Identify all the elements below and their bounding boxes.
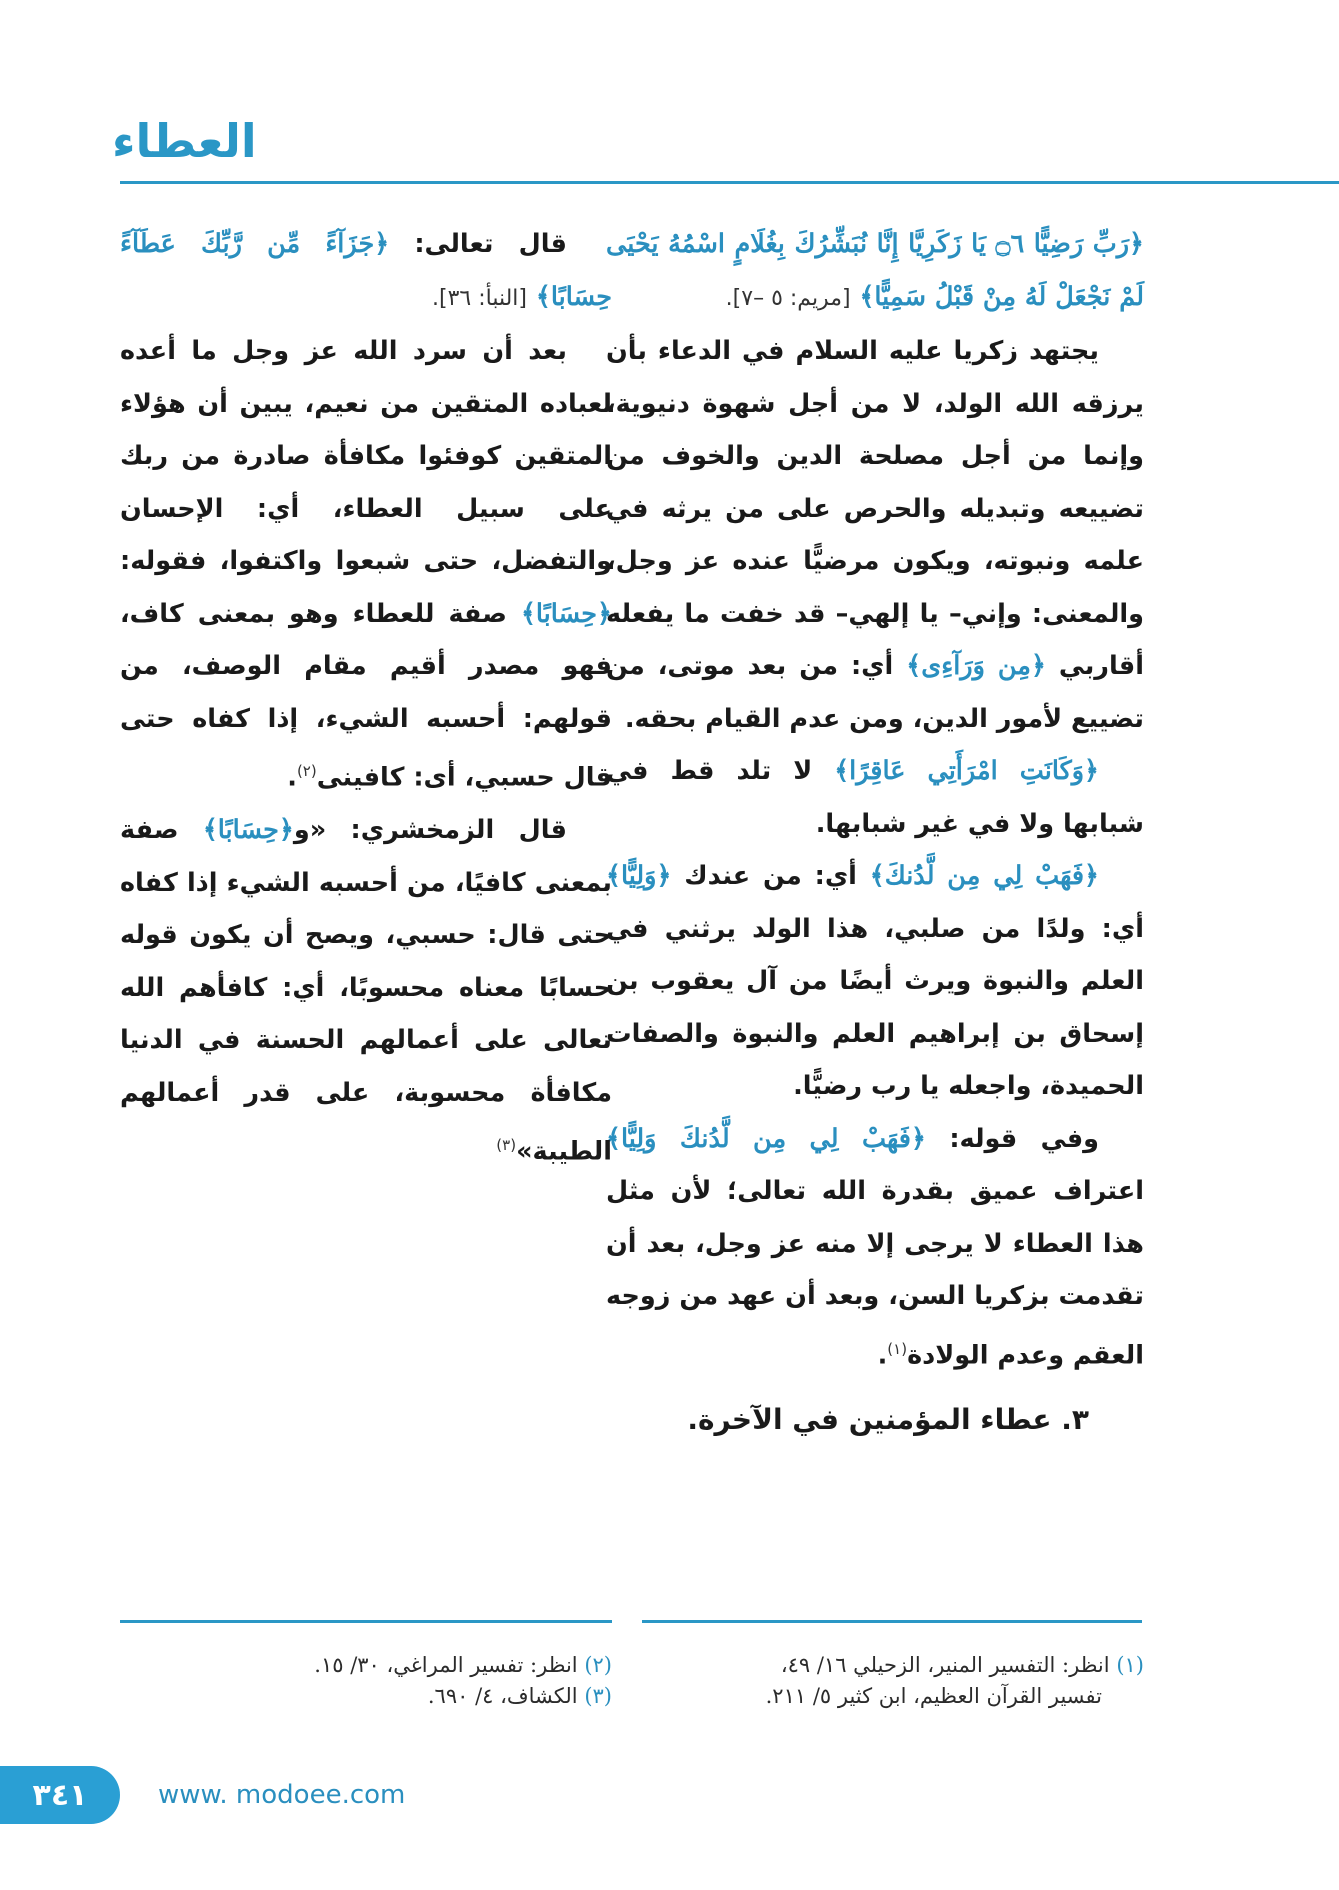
footnote [120, 1681, 612, 1712]
body-text: أي: ولدًا من صلبي، هذا الولد يرثني في العلم والنبوة ويرث أيضًا من آل يعقوب بن إسحاق بن إبراهيم العلم والنبوة والصفات الحميدة، واجعله يا رب رضيًّا. [606, 913, 1144, 1101]
header-divider [120, 181, 1339, 184]
body-text: لا تلد قط في شبابها ولا في غير شبابها. [606, 756, 1144, 839]
footnotes-left [120, 1650, 612, 1712]
quran-verse: ﴿وَكَانَتِ امْرَأَتِي عَاقِرًا﴾ [834, 756, 1099, 786]
quran-verse: ﴿رَبِّ رَضِيًّا ۝٦ يَا زَكَرِيَّا إِنَّا نُبَشِّرُكَ بِغُلَامٍ اسْمُهُ يَحْيَى لَمْ نَجْعَلْ لَهُ مِنْ قَبْلُ سَمِيًّا﴾ [606, 229, 1144, 312]
body-text: صفة بمعنى كافيًا، من أحسبه الشيء إذا كفاه حتى قال: حسبي، ويصح أن يكون قوله حسابًا معناه محسوبًا، أي: كافأهم الله تعالى على أعمالهم الحسنة في الدنيا مكافأة محسوبة، على قدر أعمالهم الطيبة» [120, 815, 612, 1167]
body-text: . [287, 762, 297, 793]
paragraph [606, 745, 1144, 850]
footnote-continuation: تفسير القرآن العظيم، ابن كثير ٥/ ٢١١. [765, 1684, 1102, 1708]
left-column [120, 218, 612, 1178]
paragraph [120, 325, 612, 804]
paragraph [120, 218, 612, 325]
body-text: أي: من بعد موتى، من تضييع لأمور الدين، ومن عدم القيام بحقه. [606, 651, 1144, 734]
website-link[interactable]: www. modoee.com [158, 1780, 406, 1810]
body-text: بعد أن سرد الله عز وجل ما أعده لعباده المتقين من نعيم، يبين أن هؤلاء المتقين كوفئوا مكافأة صادرة من ربك على سبيل العطاء، أي: الإحسان والتفضل، حتى شبعوا واكتفوا، فقوله: [120, 336, 612, 576]
body-text: صفة للعطاء وهو بمعنى كاف، فهو مصدر أقيم مقام الوصف، من قولهم: أحسبه الشيء، إذا كفاه حتى قال حسبي، أى: كافينى [120, 598, 612, 793]
body-text: يجتهد زكريا عليه السلام في الدعاء بأن يرزقه الله الولد، لا من أجل شهوة دنيوية، وإنما من أجل مصلحة الدين والخوف من تضييعه وتبديله والحرص على من يرثه في علمه ونبوته، ويكون مرضيًّا عنده عز وجل، والمعنى: وإني– يا إلهي– قد خفت ما يفعله أقاربي [606, 336, 1144, 681]
quran-verse: ﴿حِسَابًا﴾ [520, 598, 612, 629]
body-text: وفي قوله: [949, 1123, 1099, 1154]
paragraph [120, 804, 612, 1178]
footnote-marker[interactable]: (١) [887, 1339, 908, 1358]
quran-verse: ﴿فَهَبْ لِي مِن لَّدُنكَ وَلِيًّا﴾ [606, 1123, 926, 1154]
right-column [606, 218, 1144, 1446]
quran-verse: ﴿وَلِيًّا﴾ [606, 861, 672, 891]
footnote-number: (٢) [584, 1653, 612, 1677]
footnote-text: الكشاف، ٤/ ٦٩٠. [427, 1684, 578, 1708]
footnote-divider [120, 1620, 612, 1623]
footnote-text: انظر: التفسير المنير، الزحيلي ١٦/ ٤٩، [780, 1653, 1110, 1677]
paragraph [606, 218, 1144, 325]
paragraph: وفي قوله: ﴿فَهَبْ لِي مِن لَّدُنكَ وَلِيًّا﴾ اعتراف عميق بقدرة الله تعالى؛ لأن مثل هذا العطاء لا يرجى إلا منه عز وجل، بعد أن تقدمت بزكريا السن، وبعد أن عهد من زوجه العقم وعدم الولادة$^{(١)}$. [606, 1123, 1144, 1370]
body-text: اعتراف عميق بقدرة الله تعالى؛ لأن مثل هذا العطاء لا يرجى إلا منه عز وجل، بعد أن تقدمت بزكريا السن، وبعد أن عهد من زوجه العقم وعدم الولادة [606, 1176, 1144, 1370]
footnote [120, 1650, 612, 1681]
footnotes-right [604, 1650, 1144, 1712]
verse-reference: [مريم: ٥ –٧]. [725, 285, 851, 311]
footnote-number: (٣) [584, 1684, 612, 1708]
footnote-marker[interactable]: (٣) [496, 1136, 517, 1154]
page-number: ٣٤١ [32, 1777, 88, 1813]
body-text: قال تعالى: [414, 229, 567, 259]
footnote-divider [642, 1620, 1142, 1623]
page-number-badge [0, 1766, 120, 1824]
footnote [604, 1650, 1144, 1681]
verse-reference: [النبأ: ٣٦]. [432, 285, 528, 311]
section-heading: ٣. عطاء المؤمنين في الآخرة. [687, 1402, 1089, 1436]
paragraph [606, 850, 1144, 1113]
body-text: قال الزمخشري: «و [293, 815, 567, 845]
quran-verse: ﴿مِن وَرَآءِى﴾ [906, 651, 1046, 681]
footnote-text: انظر: تفسير المراغي، ٣٠/ ١٥. [314, 1653, 578, 1677]
paragraph [606, 325, 1144, 745]
body-text: أي: من عندك [684, 861, 857, 891]
quran-verse: ﴿جَزَآءً مِّن رَّبِّكَ عَطَآءً حِسَابًا﴾ [120, 229, 612, 312]
quran-verse: ﴿فَهَبْ لِي مِن لَّدُنكَ﴾ [869, 861, 1099, 891]
footnote-number: (١) [1116, 1653, 1144, 1677]
footnote-marker[interactable]: (٢) [296, 762, 317, 780]
page-title: العطاء [112, 114, 257, 168]
quran-verse: ﴿حِسَابًا﴾ [202, 815, 294, 845]
